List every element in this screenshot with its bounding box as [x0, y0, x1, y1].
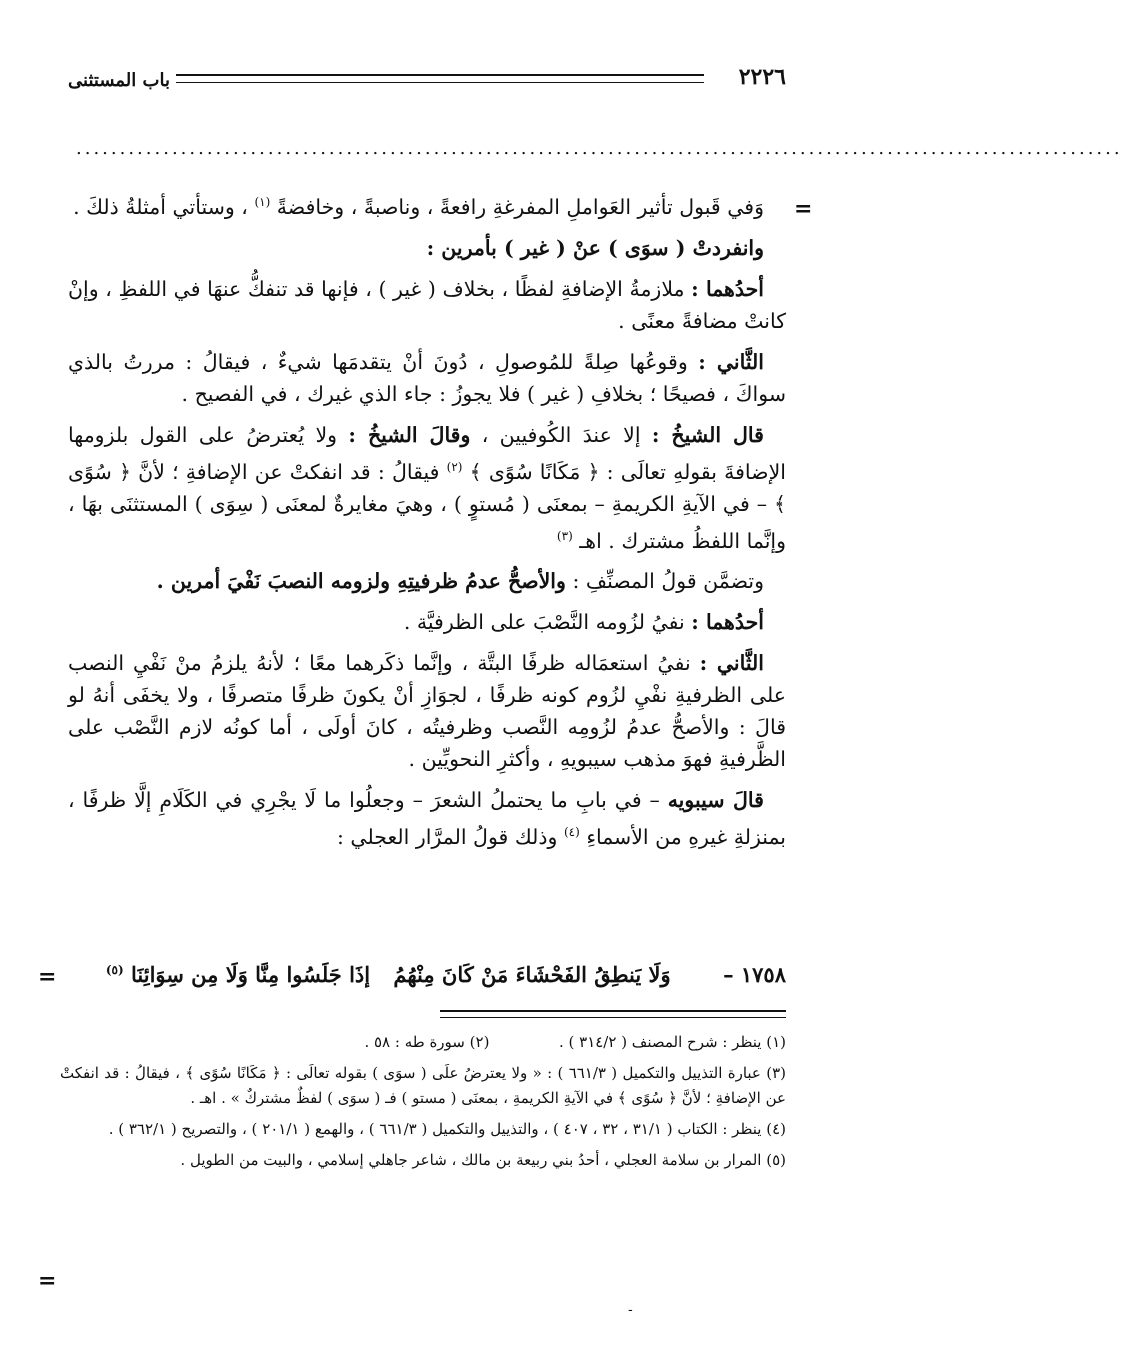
- margin-marker-verse: =: [38, 964, 57, 990]
- bottom-mark: -: [628, 1302, 633, 1318]
- paragraph-5: قال الشيخُ : إلا عندَ الكُوفيين ، وقالَ الشيخُ : ولا يُعترضُ على القول بلزومها الإضافةَ بقولهِ تعالَى : ﴿ مَكَانًا سُوًى ﴾ $^{(٢)}$ فيقالُ : قد انفكتْ عن الإضافةِ ؛ لأنَّ ﴿ سُوًى ﴾ – في الآيةِ الكريمةِ – بمعنَى ( مُستوٍ ) ، وهيَ مغايرةٌ لمعنَى ( سِوَى ) المستثنَى بهَا ، وإنَّما اللفظُ مشترك . اهـ $^{(٣)}$: [68, 422, 786, 553]
- paragraph-2: وانفردتْ ( سوَى ) عنْ ( غير ) بأمرين :: [426, 235, 764, 260]
- footnote-ref-4: (٤): [563, 825, 580, 840]
- footnote-ref-3: (٣): [556, 528, 573, 543]
- chapter-title: باب المستثنى: [68, 70, 170, 91]
- dotted-separator: ........................................................................................................................: [76, 138, 1123, 159]
- verse-number: ١٧٥٨ –: [723, 962, 786, 987]
- footnote-3: (٣) عبارة التذييل والتكميل ( ٦٦١/٣ ) : « ولا يعترضُ علَى ( سوَى ) بقوله تعالَى : ﴿ مَكَانًا سُوًى ﴾ ، فيقالُ : قد انفكتْ عن الإضافةِ ؛ لأنَّ ﴿ سُوًى ﴾ في الآيةِ الكريمةِ ، بمعنَى ( مستو ) فـ ( سوَى ) لفظٌ مشتركٌ » . اهـ .: [60, 1064, 786, 1107]
- paragraph-6: وتضمَّن قولُ المصنِّفِ : والأصحُّ عدمُ ظرفيتِهِ ولزومه النصبَ نَفْيَ أمرين .: [156, 569, 764, 594]
- footnote-rule: [440, 1010, 786, 1018]
- poetry-verse: [68, 962, 786, 987]
- paragraph-3: أحدُهما : ملازمةُ الإضافةِ لفظًا ، بخلاف ( غير ) ، فإنها قد تنفكُّ عنهَا في اللفظِ ، وإنْ كانتْ مضافةً معنًى .: [68, 276, 786, 333]
- verse-hemistich-2: إذَا جَلَسُوا مِنَّا وَلَا مِن سِوَائِنَا $^{(٥)}$: [105, 962, 371, 987]
- paragraph-1: وَفي قَبول تأثير العَواملِ المفرغةِ رافعةً ، وناصبةً ، وخافضةً $^{(١)}$ ، وستأتي أمثلةُ ذلكَ .: [73, 194, 764, 219]
- footnote-row-1-2: [60, 1030, 786, 1055]
- main-text: [68, 186, 786, 862]
- margin-marker-top: =: [794, 196, 813, 222]
- paragraph-9: قالَ سيبويه – في بابِ ما يحتملُ الشعرَ – وجعلُوا ما لَا يجْرِي في الكَلَامِ إلَّا ظرفًا ، بمنزلةِ غيرهِ من الأسماءِ $^{(٤)}$ وذلك قولُ المرَّار العجلي :: [68, 788, 786, 850]
- footnote-1: (١) ينظر : شرح المصنف ( ٣١٤/٢ ) .: [558, 1033, 786, 1051]
- header-rule: [176, 74, 704, 83]
- footnote-4: (٤) ينظر : الكتاب ( ٣١/١ ، ٣٢ ، ٤٠٧ ) ، والتذييل والتكميل ( ٦٦١/٣ ) ، والهمع ( ٢٠١/١ ) ، والتصريح ( ٣٦٢/١ ) .: [108, 1120, 786, 1138]
- page-number: ٢٢٢٦: [738, 64, 786, 90]
- margin-marker-footnote: =: [38, 1268, 57, 1294]
- paragraph-4: الثَّاني : وقوعُها صِلةً للمُوصولِ ، دُونَ أنْ يتقدمَها شيءٌ ، فيقالُ : مررتُ بالذي سواكَ ، فصيحًا ؛ بخلافِ ( غير ) فلا يجوزُ : جاء الذي غيرك ، في الفصيح .: [68, 349, 786, 406]
- footnote-ref-1: (١): [254, 195, 271, 209]
- footnote-ref-5: (٥): [105, 963, 124, 977]
- footnote-5: (٥) المرار بن سلامة العجلي ، أحدُ بني ربيعة بن مالك ، شاعر جاهلي إسلامي ، والبيت من الطويل .: [180, 1151, 786, 1169]
- footnote-ref-2: (٢): [446, 459, 463, 474]
- footnotes: [60, 1030, 786, 1179]
- paragraph-7: أحدُهما : نفيُ لزُومه النَّصْبَ على الظرفيَّة .: [403, 610, 764, 635]
- verse-hemistich-1: وَلَا يَنطِقُ الفَحْشَاءَ مَنْ كَانَ مِنْهُمُ: [393, 962, 671, 987]
- paragraph-8: الثَّاني : نفيُ استعمَاله ظرفًا البتَّة ، وإنَّما ذكَرهما معًا ؛ لأنهُ يلزمُ منْ نَفْيِ النصب على الظرفيةِ نفْيِ لزُوم كونه ظرفًا ، لجوَازِ أنْ يكونَ ظرفًا متصرفًا ، ولا يخفَى أنهُ لو قالَ : والأصحُّ عدمُ لزُومِه النَّصب وظرفيتُه ، كانَ أولَى ، أما كونُه لازم النَّصْب على الظَّرفيةِ فهوَ مذهب سيبويهِ ، وأكثرِ النحويِّين .: [68, 651, 786, 772]
- footnote-2: (٢) سورة طه : ٥٨ .: [364, 1033, 490, 1051]
